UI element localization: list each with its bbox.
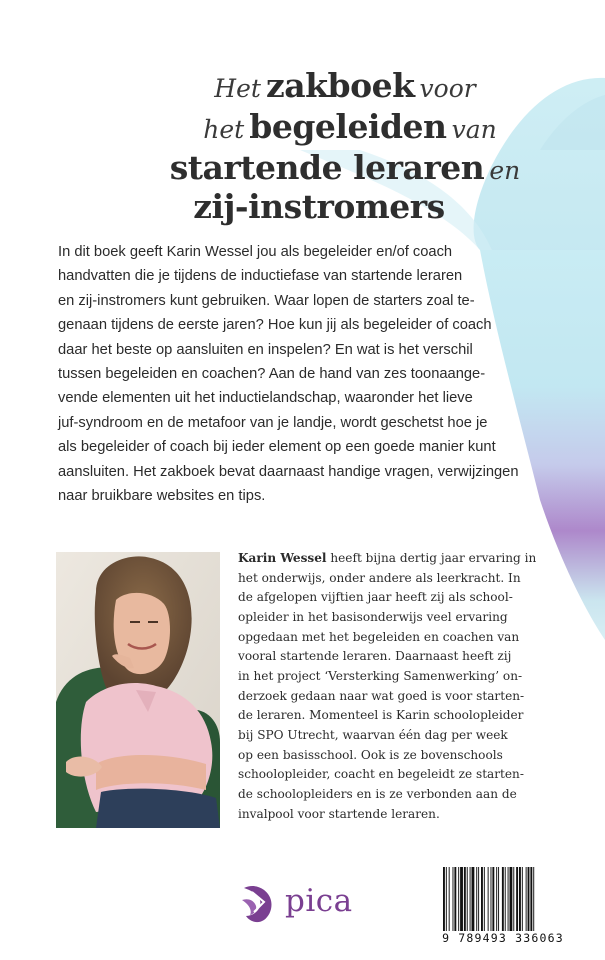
barcode-bar xyxy=(491,867,492,931)
barcode-bar xyxy=(508,867,509,931)
barcode-bar xyxy=(488,867,489,931)
barcode-bar xyxy=(453,867,454,931)
description-line: aansluiten. Het zakboek bevat daarnaast handige vragen, verwijzingen xyxy=(58,463,519,480)
description-line: juf-syndroom en de metafoor van je landje, wordt geschetst hoe je xyxy=(58,414,488,431)
barcode-bar xyxy=(522,867,523,931)
description-line: en zij-instromers kunt gebruiken. Waar lopen de starters zoal te- xyxy=(58,292,475,309)
book-description xyxy=(58,240,528,508)
title-word-voor: voor xyxy=(419,74,476,103)
barcode-bar xyxy=(492,867,494,931)
bio-line: opleider in het basisonderwijs veel ervaring xyxy=(238,609,508,624)
barcode-bar xyxy=(476,867,477,931)
author-name: Karin Wessel xyxy=(238,551,327,565)
barcode-bar xyxy=(502,867,504,931)
description-line: daar het beste op aansluiten en inspelen? En wat is het verschil xyxy=(58,341,473,358)
description-line: vende elementen uit het inductielandschap, waaronder het lieve xyxy=(58,390,473,407)
bio-line: vooral startende leraren. Daarnaast heeft zij xyxy=(238,649,512,664)
barcode-bar xyxy=(449,867,450,931)
publisher-name: pica xyxy=(285,883,353,919)
barcode-bar xyxy=(516,867,518,931)
title-startende-leraren: startende leraren xyxy=(169,148,485,187)
title-word-en: en xyxy=(489,156,521,185)
barcode-bar xyxy=(513,867,514,931)
barcode-bar xyxy=(498,867,499,931)
barcode-bar xyxy=(496,867,497,931)
description-line: handvatten die je tijdens de inductiefase van startende leraren xyxy=(58,268,463,285)
barcode-bar xyxy=(510,867,513,931)
barcode-bar xyxy=(519,867,521,931)
barcode-bar xyxy=(460,867,463,931)
barcode-bar xyxy=(478,867,479,931)
bio-line: in het project ‘Versterking Samenwerking’ on- xyxy=(238,668,523,683)
title-word-het-2: het xyxy=(203,115,245,144)
bio-line: invalpool voor startende leraren. xyxy=(238,806,440,821)
description-line: genaan tijdens de eerste jaren? Hoe kun jij als begeleider of coach xyxy=(58,317,492,334)
barcode-bar xyxy=(533,867,534,931)
title-word-het: Het xyxy=(214,74,261,103)
description-line: In dit boek geeft Karin Wessel jou als begeleider en/of coach xyxy=(58,244,453,260)
bio-first-line xyxy=(238,549,573,569)
barcode-bar xyxy=(481,867,483,931)
bio-line: derzoek gedaan naar wat goed is voor starten- xyxy=(238,688,525,703)
bio-line: schoolopleider, coacht en begeleidt ze starten- xyxy=(238,767,524,782)
barcode-bars xyxy=(441,867,565,933)
description-line: tussen begeleiden en coachen? Aan de hand van zes toonaange- xyxy=(58,366,486,383)
barcode-bar xyxy=(443,867,445,931)
barcode-bar xyxy=(470,867,471,931)
title-zij-instromers: zij-instromers xyxy=(193,187,445,226)
bio-line: opgedaan met het begeleiden en coachen van xyxy=(238,629,520,644)
description-line: als begeleider of coach bij ieder element op een goede manier kunt xyxy=(58,439,496,456)
barcode-bar xyxy=(458,867,459,931)
bio-line: op een basisschool. Ook is ze bovenschools xyxy=(238,747,503,762)
barcode-bar xyxy=(472,867,475,931)
barcode-bar xyxy=(526,867,527,931)
title-word-zakboek: zakboek xyxy=(266,66,415,105)
bio-line: de afgelopen vijftien jaar heeft zij als school- xyxy=(238,590,513,605)
bio-line: bij SPO Utrecht, waarvan één dag per week xyxy=(238,727,508,742)
barcode-bar xyxy=(454,867,456,931)
title-word-begeleiden: begeleiden xyxy=(249,107,447,146)
bio-line: de leraren. Momenteel is Karin schoolopleider xyxy=(238,708,524,723)
author-photo xyxy=(56,552,220,828)
author-biography xyxy=(238,549,573,824)
description-line: naar bruikbare websites en tips. xyxy=(58,488,266,505)
barcode-bar xyxy=(464,867,466,931)
bio-line: de schoolopleiders en is ze verbonden aan de xyxy=(238,786,517,801)
barcode-bar xyxy=(446,867,447,931)
book-title xyxy=(125,66,565,226)
barcode-bar xyxy=(505,867,506,931)
barcode-bar xyxy=(530,867,532,931)
barcode-bar xyxy=(528,867,530,931)
bio-first-line-text: heeft bijna dertig jaar ervaring in xyxy=(326,551,537,565)
title-word-van: van xyxy=(451,115,497,144)
bio-line: het onderwijs, onder andere als leerkracht. In xyxy=(238,570,521,585)
isbn-number: 9 789493 336063 xyxy=(442,931,564,945)
isbn-barcode xyxy=(433,859,573,955)
barcode-bar xyxy=(484,867,485,931)
barcode-bar xyxy=(467,867,468,931)
